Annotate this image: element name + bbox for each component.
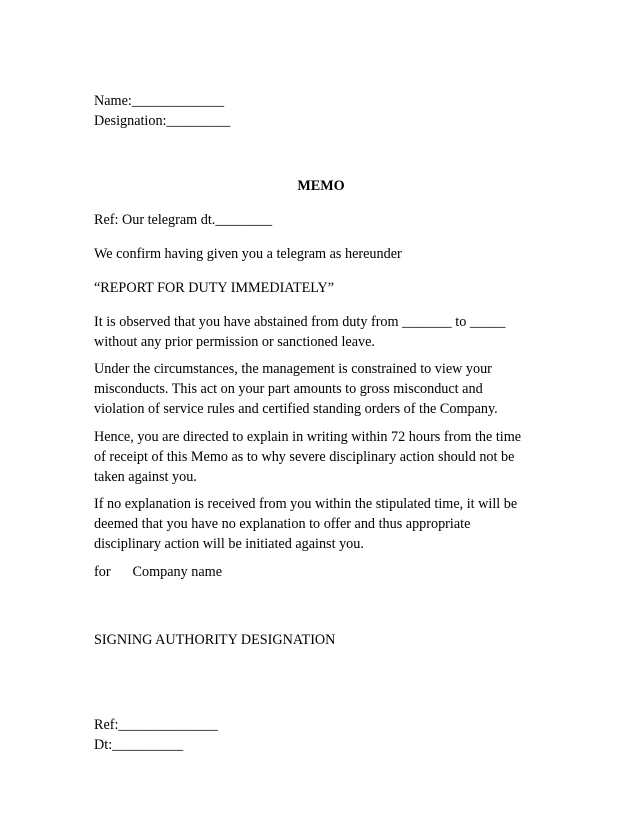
sign-off-for: for xyxy=(94,564,111,580)
confirm-line: We confirm having given you a telegram as hereunder xyxy=(94,246,402,262)
signing-authority: SIGNING AUTHORITY DESIGNATION xyxy=(94,632,336,648)
paragraph-line: misconducts. This act on your part amounts to gross misconduct and xyxy=(94,381,483,397)
footer-ref-field: Ref:______________ xyxy=(94,717,218,733)
telegram-text: “REPORT FOR DUTY IMMEDIATELY” xyxy=(94,280,335,296)
paragraph-line: If no explanation is received from you within the stipulated time, it will be xyxy=(94,496,518,512)
paragraph-consequence xyxy=(94,494,554,554)
paragraph-line: of receipt of this Memo as to why severe disciplinary action should not be xyxy=(94,449,515,465)
paragraph-absence xyxy=(94,312,554,352)
name-field: Name:_____________ xyxy=(94,93,225,109)
paragraph-line: deemed that you have no explanation to offer and thus appropriate xyxy=(94,516,471,532)
paragraph-line: disciplinary action will be initiated against you. xyxy=(94,536,364,552)
memo-title: MEMO xyxy=(297,178,345,194)
paragraph-line: taken against you. xyxy=(94,469,197,485)
paragraph-line: It is observed that you have abstained from duty from _______ to _____ xyxy=(94,314,506,330)
paragraph-line: without any prior permission or sanctioned leave. xyxy=(94,334,375,350)
paragraph-line: violation of service rules and certified standing orders of the Company. xyxy=(94,401,498,417)
company-name: Company name xyxy=(132,564,222,580)
paragraph-line: Under the circumstances, the management is constrained to view your xyxy=(94,361,492,377)
ref-telegram-line: Ref: Our telegram dt.________ xyxy=(94,212,273,228)
paragraph-explain xyxy=(94,427,554,487)
paragraph-misconduct xyxy=(94,359,554,419)
paragraph-line: Hence, you are directed to explain in writing within 72 hours from the time xyxy=(94,429,522,445)
sign-off xyxy=(94,562,222,582)
designation-field: Designation:_________ xyxy=(94,113,231,129)
footer-date-field: Dt:__________ xyxy=(94,737,184,753)
